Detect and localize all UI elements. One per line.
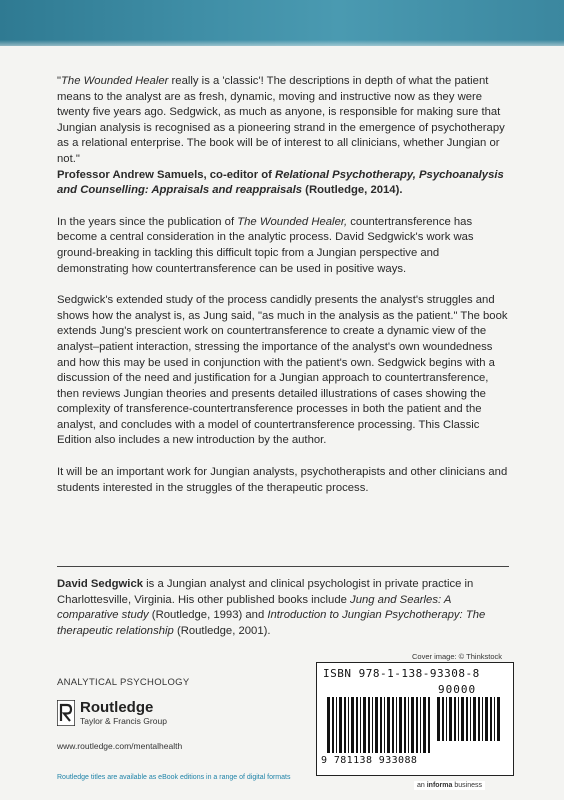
quote-attribution: Professor Andrew Samuels, co-editor of Relational Psychotherapy, Psychoanalysis and Counselling: Appraisals and reappraisals (Routledge, 2014). [57, 168, 504, 197]
back-cover-text [57, 74, 513, 512]
quote-book-title: The Wounded Healer [61, 75, 169, 87]
author-bio: David Sedgwick is a Jungian analyst and clinical psychologist in private practice in Charlottesville, Virginia. His other published books include Jung and Searles: A comparative study (Routledge, 1993) and Introduction to Jungian Psychotherapy: The therapeutic relationship (Routledge, 2001). [57, 578, 486, 637]
ean-barcode-bars [327, 697, 431, 753]
publisher-url: www.routledge.com/mentalhealth [57, 741, 183, 751]
ebook-note: Routledge titles are available as eBook editions in a range of digital formats [57, 774, 291, 781]
informa-business-mark: an informa business [414, 781, 485, 790]
quote-text: really is a 'classic'! The descriptions in depth of what the patient means to the analyst are as fresh, dynamic, moving and instructive now as they were twenty five years ago. Sedgwick, as much as anyone, is responsible for making sure that Jungian analysis is recognised as a pioneering strand in the emergence of psychotherapy as a relational enterprise. The book will be of interest to all clinicians, whether Jungian or not." [57, 75, 505, 165]
endorsement-quote: "The Wounded Healer really is a 'classic'! The descriptions in depth of what the patient means to the analyst are as fresh, dynamic, moving and instructive now as they were twenty five years ago. Sedgwick, as much as anyone, is responsible for making sure that Jungian analysis is recognised as a pioneering strand in the emergence of psychotherapy as a relational enterprise. The book will be of interest to all clinicians, whether Jungian or not." Professor Andrew Samuels, co-editor of Relational Psychotherapy, Psychoanalysis and Counselling: Appraisals and reappraisals (Routledge, 2014). [57, 74, 513, 199]
publisher-logo [57, 700, 167, 726]
publisher-name: Routledge [80, 699, 154, 716]
price-code: 90000 [438, 683, 477, 696]
cover-image-credit: Cover image: © Thinkstock [412, 652, 503, 661]
description-paragraph-2: Sedgwick's extended study of the process candidly presents the analyst's struggles and shows how the analyst is, as Jung said, "as much in the analysis as the patient." The book extends Jung's prescient work on countertransference to create a dynamic view of the analyst–patient interaction, stressing the importance of the analyst's own woundedness and how this may be used in conjunction with the patient's own. Sedgwick begins with a discussion of the need and justification for a Jungian approach to countertransference, then reviews Jungian theories and presents detailed illustrations of cases showing the complexity of transference-countertransference processes in both the patient and the analyst, and concludes with a model of countertransference processing. This Classic Edition also includes a new introduction by the author. [57, 294, 508, 447]
price-barcode-bars [437, 697, 503, 741]
publisher-group: Taylor & Francis Group [80, 716, 167, 726]
author-name: David Sedgwick [57, 578, 144, 590]
top-color-band [0, 0, 564, 46]
ean-digits: 9 781138 933088 [321, 755, 418, 766]
isbn-barcode [316, 662, 514, 776]
routledge-r-icon [57, 700, 75, 726]
description-paragraph-1: In the years since the publication of The Wounded Healer, countertransference has become a central consideration in the analytic process. David Sedgwick's work was ground-breaking in tackling this difficult topic from a Jungian perspective and demonstrating how countertransference can be used in positive ways. [57, 215, 474, 275]
description-paragraph-3: It will be an important work for Jungian analysts, psychotherapists and other clinicians and students interested in the struggles of the therapeutic process. [57, 466, 508, 494]
subject-category: ANALYTICAL PSYCHOLOGY [57, 677, 190, 688]
isbn-text: ISBN 978-1-138-93308-8 [323, 667, 480, 680]
divider-rule [57, 566, 509, 567]
